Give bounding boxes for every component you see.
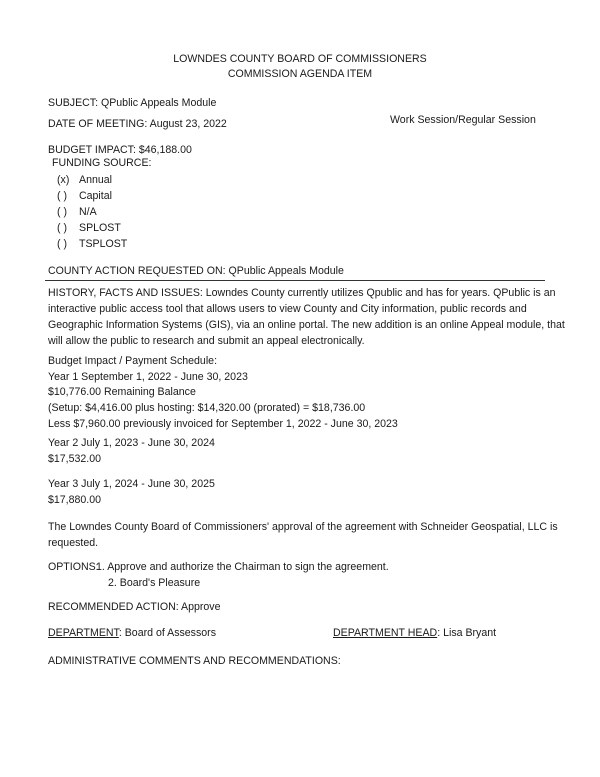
header-title: LOWNDES COUNTY BOARD OF COMMISSIONERS xyxy=(173,53,427,65)
funding-option-tsplost xyxy=(57,238,127,251)
department-head-label: DEPARTMENT HEAD xyxy=(333,627,438,639)
department-label: DEPARTMENT xyxy=(48,627,119,639)
department xyxy=(48,627,216,640)
option-label: TSPLOST xyxy=(79,238,128,250)
schedule-line: Budget Impact / Payment Schedule: xyxy=(48,355,218,367)
county-action: COUNTY ACTION REQUESTED ON: QPublic Appeals Module xyxy=(48,265,344,277)
checkbox-mark: (x) xyxy=(57,174,70,186)
section-divider xyxy=(45,280,545,281)
year2-amount: $17,532.00 xyxy=(48,453,102,465)
admin-comments: ADMINISTRATIVE COMMENTS AND RECOMMENDATIONS: xyxy=(48,655,341,667)
option-label: Capital xyxy=(79,190,112,202)
funding-option-capital xyxy=(57,190,112,203)
year3-period: Year 3 July 1, 2024 - June 30, 2025 xyxy=(48,478,215,490)
checkbox-mark: ( ) xyxy=(57,222,67,234)
year3-amount: $17,880.00 xyxy=(48,494,102,506)
department-head-value: : Lisa Bryant xyxy=(437,627,497,639)
schedule-line: $10,776.00 Remaining Balance xyxy=(48,386,196,398)
department-value: : Board of Assessors xyxy=(118,627,216,639)
funding-option-splost xyxy=(57,222,121,235)
checkbox-mark: ( ) xyxy=(57,206,67,218)
checkbox-mark: ( ) xyxy=(57,238,67,250)
schedule-line: Less $7,960.00 previously invoiced for September 1, 2022 - June 30, 2023 xyxy=(48,418,398,430)
approval-line: requested. xyxy=(48,537,99,549)
funding-option-na xyxy=(57,206,97,219)
checkbox-mark: ( ) xyxy=(57,190,67,202)
option-item: 1. Approve and authorize the Chairman to sign the agreement. xyxy=(96,561,389,573)
history-line: interactive public access tool that allows users to view County and City information, public records and xyxy=(48,303,527,315)
header-subtitle: COMMISSION AGENDA ITEM xyxy=(227,68,373,80)
budget-impact: BUDGET IMPACT: $46,188.00 xyxy=(48,144,192,156)
session-type: Work Session/Regular Session xyxy=(390,114,536,126)
history-line: Geographic Information Systems (GIS), via an online portal. The new addition is an online Appeal module, that xyxy=(48,319,565,331)
schedule-line: (Setup: $4,416.00 plus hosting: $14,320.00 (prorated) = $18,736.00 xyxy=(48,402,366,414)
history-line: HISTORY, FACTS AND ISSUES: Lowndes County currently utilizes Qpublic and has for years. QPublic is an xyxy=(48,287,556,299)
year2-period: Year 2 July 1, 2023 - June 30, 2024 xyxy=(48,437,215,449)
funding-option-annual xyxy=(57,174,112,187)
history-line: will allow the public to research and submit an appeal electronically. xyxy=(48,335,365,347)
option-label: N/A xyxy=(79,206,97,218)
department-head xyxy=(333,627,496,640)
options-label: OPTIONS: xyxy=(48,561,99,573)
recommended-action: RECOMMENDED ACTION: Approve xyxy=(48,601,221,613)
option-item: 2. Board's Pleasure xyxy=(108,577,201,589)
funding-source-label: FUNDING SOURCE: xyxy=(52,157,152,169)
option-label: Annual xyxy=(79,174,112,186)
schedule-line: Year 1 September 1, 2022 - June 30, 2023 xyxy=(48,371,248,383)
option-label: SPLOST xyxy=(79,222,121,234)
subject: SUBJECT: QPublic Appeals Module xyxy=(48,97,217,109)
date-of-meeting: DATE OF MEETING: August 23, 2022 xyxy=(48,118,227,130)
approval-line: The Lowndes County Board of Commissioners' approval of the agreement with Schneider Geospatial, LLC is xyxy=(48,521,558,533)
